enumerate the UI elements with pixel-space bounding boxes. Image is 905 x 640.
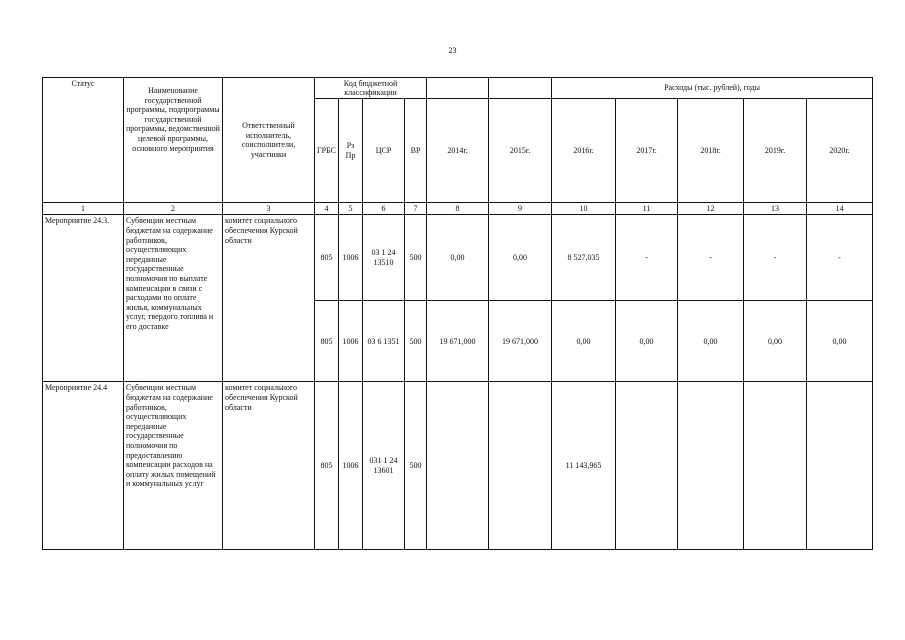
cell-value: 8 527,035 <box>552 215 616 301</box>
header-rzpr: Рз Пр <box>339 99 363 203</box>
header-year: 2014г. <box>427 99 489 203</box>
column-number: 6 <box>363 203 405 215</box>
cell-value <box>807 382 873 550</box>
header-vr: ВР <box>405 99 427 203</box>
header-status: Статус <box>43 78 124 203</box>
cell-value: 0,00 <box>678 301 744 382</box>
column-number: 8 <box>427 203 489 215</box>
header-blank-cell <box>427 78 489 99</box>
header-row-top <box>43 78 873 99</box>
cell-rzpr: 1006 <box>339 215 363 301</box>
cell-value: 0,00 <box>616 301 678 382</box>
column-number: 13 <box>744 203 807 215</box>
cell-value: 0,00 <box>744 301 807 382</box>
cell-value: - <box>616 215 678 301</box>
page-number: 23 <box>448 46 457 55</box>
cell-vr: 500 <box>405 301 427 382</box>
header-year: 2019г. <box>744 99 807 203</box>
cell-grbs: 805 <box>315 382 339 550</box>
header-expenses: Расходы (тыс. рублей), годы <box>552 78 873 99</box>
cell-grbs: 805 <box>315 215 339 301</box>
row-responsible: комитет социального обеспечения Курской области <box>223 382 315 550</box>
cell-value: 0,00 <box>807 301 873 382</box>
column-number: 14 <box>807 203 873 215</box>
cell-grbs: 805 <box>315 301 339 382</box>
header-csr: ЦСР <box>363 99 405 203</box>
cell-csr: 03 6 1351 <box>363 301 405 382</box>
cell-value: 11 143,965 <box>552 382 616 550</box>
table-row <box>43 215 873 301</box>
header-year: 2016г. <box>552 99 616 203</box>
header-blank-cell <box>489 78 552 99</box>
cell-value: 0,00 <box>489 215 552 301</box>
table-row <box>43 382 873 550</box>
column-number: 12 <box>678 203 744 215</box>
column-number: 2 <box>124 203 223 215</box>
header-year: 2017г. <box>616 99 678 203</box>
row-responsible: комитет социального обеспечения Курской области <box>223 215 315 382</box>
cell-vr: 500 <box>405 382 427 550</box>
cell-value: 19 671,000 <box>427 301 489 382</box>
header-grbs: ГРБС <box>315 99 339 203</box>
column-number: 11 <box>616 203 678 215</box>
header-budget-code: Код бюджетной классификации <box>315 78 427 99</box>
header-name: Наименование государственной программы, подпрограммы государственной программы, ведомственной целевой программы, основного мероприятия <box>124 78 223 203</box>
cell-value: - <box>678 215 744 301</box>
row-name: Субвенции местным бюджетам на содержание работников, осуществляющих переданные государственные полномочия по предоставлению компенсации расходов на оплату жилых помещений и коммунальных услуг <box>124 382 223 550</box>
column-number: 10 <box>552 203 616 215</box>
column-number: 4 <box>315 203 339 215</box>
header-year: 2018г. <box>678 99 744 203</box>
cell-value <box>678 382 744 550</box>
budget-table <box>42 77 873 550</box>
cell-value <box>616 382 678 550</box>
column-number: 1 <box>43 203 124 215</box>
row-status: Мероприятие 24.4 <box>43 382 124 550</box>
header-year: 2020г. <box>807 99 873 203</box>
cell-value <box>744 382 807 550</box>
cell-vr: 500 <box>405 215 427 301</box>
column-number: 3 <box>223 203 315 215</box>
cell-rzpr: 1006 <box>339 382 363 550</box>
cell-csr: 03 1 24 13510 <box>363 215 405 301</box>
header-year: 2015г. <box>489 99 552 203</box>
cell-value: 19 671,000 <box>489 301 552 382</box>
cell-value <box>489 382 552 550</box>
cell-csr: 031 1 24 13601 <box>363 382 405 550</box>
cell-value: 0,00 <box>552 301 616 382</box>
cell-rzpr: 1006 <box>339 301 363 382</box>
cell-value <box>427 382 489 550</box>
header-responsible: Ответственный исполнитель, соисполнители, участники <box>223 78 315 203</box>
cell-value: - <box>744 215 807 301</box>
column-number: 9 <box>489 203 552 215</box>
row-name: Субвенции местным бюджетам на содержание работников, осуществляющих переданные государственные полномочия по выплате компенсации в связи с расходами по оплате жилья, коммунальных услуг, твердого топлива и его доставке <box>124 215 223 382</box>
row-status: Мероприятие 24.3. <box>43 215 124 382</box>
column-number: 7 <box>405 203 427 215</box>
cell-value: 0,00 <box>427 215 489 301</box>
column-number: 5 <box>339 203 363 215</box>
cell-value: - <box>807 215 873 301</box>
column-number-row <box>43 203 873 215</box>
